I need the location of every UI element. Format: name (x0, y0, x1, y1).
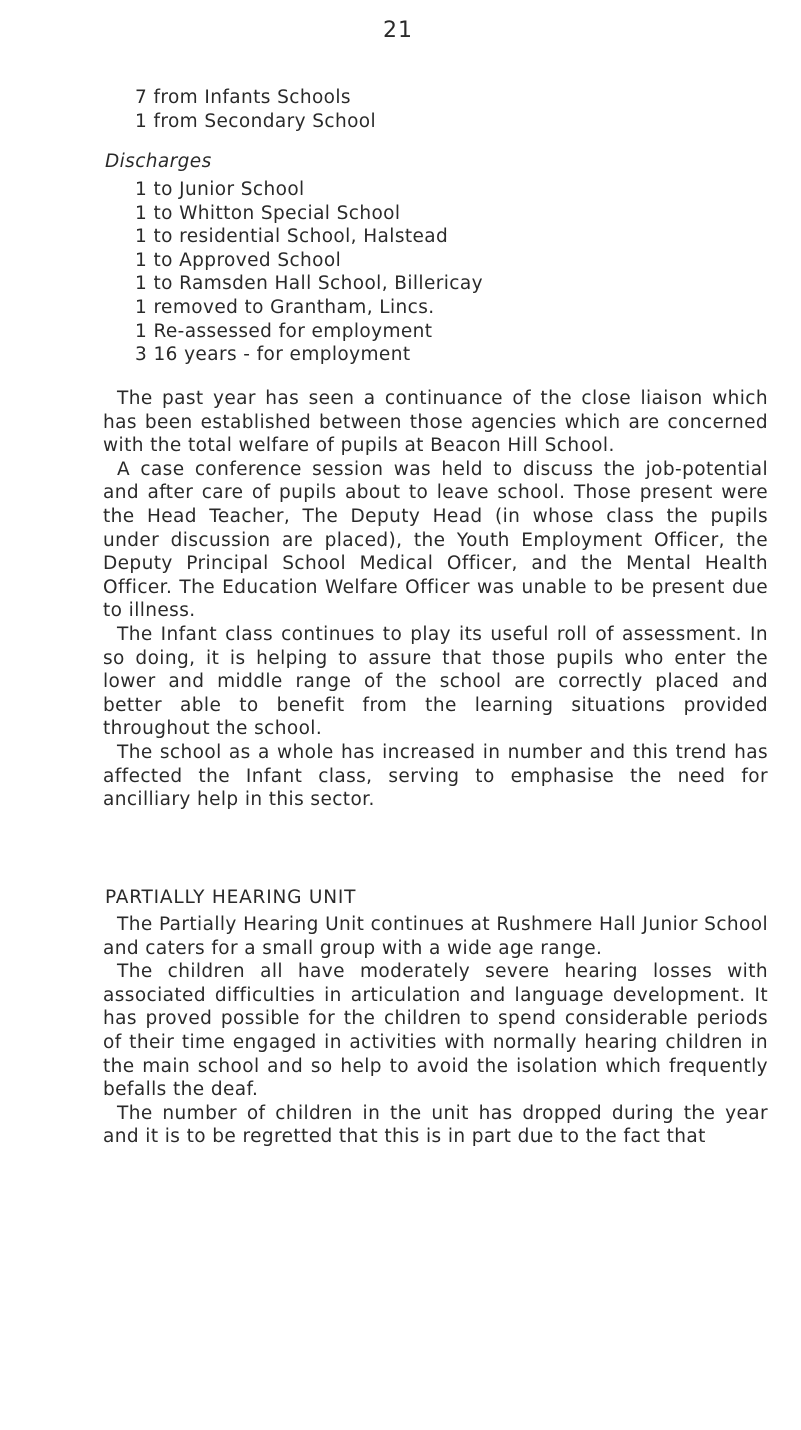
list-item: 1 from Secondary School (135, 110, 377, 132)
paragraph-case-conference: A case conference session was held to discuss the job-potential and after care of pupils about to leave school. Those present were the Head Teacher, The Deputy Head (in whose class the pupils under discussion are placed), the Youth Employment Officer, the Deputy Principal School Medical Officer, and the Mental Health Officer. The Education Welfare Officer was unable to be present due to illness. (103, 458, 768, 622)
list-item: 1 to Ramsden Hall School, Billericay (135, 273, 483, 295)
list-item: 1 to Junior School (135, 179, 305, 200)
paragraph-infant-class: The Infant class continues to play its useful roll of assessment. In so doing, it is helping to assure that those pupils who enter the lower and middle range of the school are correctly placed and better able to benefit from the learning situations provided throughout the school. (103, 623, 768, 740)
list-item: 3 16 years - for employment (135, 344, 411, 366)
paragraph-school-growth: The school as a whole has increased in number and this trend has affected the Infant class, serving to emphasise the need for ancilliary help in this sector. (103, 741, 768, 811)
paragraph-unit-numbers: The number of children in the unit has dropped during the year and it is to be regretted that this is in part due to the fact that (103, 1102, 768, 1148)
discharges-heading: Discharges (105, 151, 212, 172)
list-item: 1 to Whitton Special School (135, 202, 401, 224)
paragraph-hearing-losses: The children all have moderately severe hearing losses with associated difficulties in articulation and language development. It has proved possible for the children to spend considerable periods of their time engaged in activities with normally hearing children in the main school and so help to avoid the isolation which frequently befalls the deaf. (103, 961, 768, 1101)
discharges-list (135, 178, 483, 367)
admissions-list (135, 86, 376, 133)
list-item: 1 to Approved School (135, 249, 342, 271)
paragraph-liaison: The past year has seen a continuance of the close liaison which has been established between those agencies which are concerned with the total welfare of pupils at Beacon Hill School. (103, 388, 768, 457)
list-item: 1 removed to Grantham, Lincs. (135, 296, 435, 318)
paragraph-unit-location: The Partially Hearing Unit continues at Rushmere Hall Junior School and caters for a small group with a wide age range. (103, 914, 768, 959)
list-item: 1 Re-assessed for employment (135, 320, 433, 342)
page-number: 21 (383, 18, 413, 43)
report-body (103, 387, 768, 812)
list-item: 7 from Infants Schools (135, 87, 351, 108)
partially-hearing-unit-heading: PARTIALLY HEARING UNIT (105, 887, 357, 908)
list-item: 1 to residential School, Halstead (135, 226, 449, 248)
partially-hearing-unit-body (103, 913, 768, 1149)
